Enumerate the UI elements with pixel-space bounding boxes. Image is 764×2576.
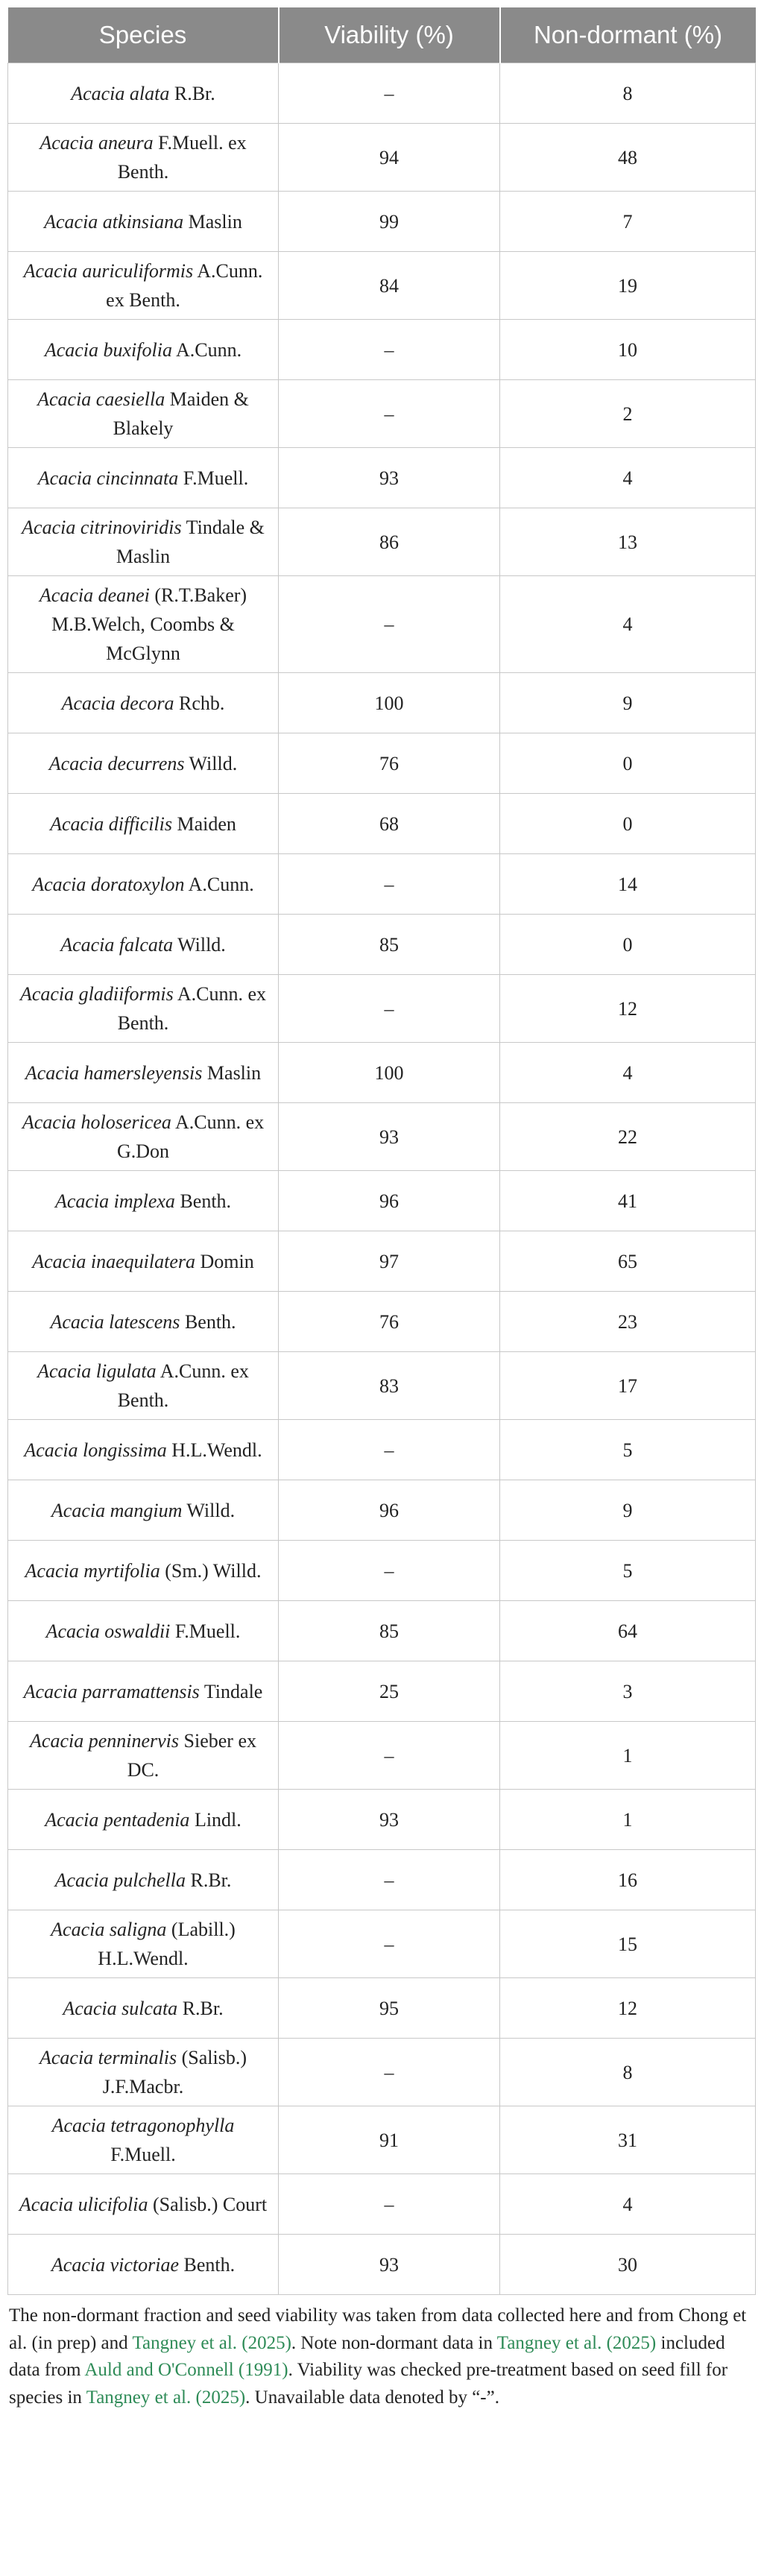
table-row <box>8 124 756 192</box>
non-dormant-cell: 22 <box>500 1103 756 1171</box>
non-dormant-cell: 8 <box>500 63 756 124</box>
non-dormant-cell: 13 <box>500 508 756 576</box>
viability-cell: – <box>279 1541 500 1601</box>
species-cell <box>8 448 279 508</box>
species-binomial: Acacia alata <box>71 82 170 104</box>
species-binomial: Acacia myrtifolia <box>25 1559 160 1582</box>
species-binomial: Acacia implexa <box>54 1190 175 1212</box>
species-binomial: Acacia doratoxylon <box>32 873 185 895</box>
viability-cell: 94 <box>279 124 500 192</box>
species-authority: F.Muell. <box>183 467 249 489</box>
species-binomial: Acacia auriculiformis <box>23 260 194 282</box>
species-binomial: Acacia citrinoviridis <box>22 517 182 538</box>
table-row <box>8 1910 756 1978</box>
viability-cell: 100 <box>279 1043 500 1103</box>
viability-cell: 86 <box>279 508 500 576</box>
non-dormant-cell: 2 <box>500 380 756 448</box>
species-binomial: Acacia aneura <box>40 132 154 154</box>
reference-link[interactable]: Auld and O'Connell (1991) <box>84 2360 288 2380</box>
viability-cell: – <box>279 854 500 915</box>
table-row <box>8 733 756 794</box>
non-dormant-cell: 12 <box>500 975 756 1043</box>
non-dormant-cell: 1 <box>500 1722 756 1790</box>
species-binomial: Acacia parramattensis <box>23 1680 200 1702</box>
viability-cell: – <box>279 2174 500 2235</box>
non-dormant-cell: 12 <box>500 1978 756 2039</box>
species-binomial: Acacia buxifolia <box>44 338 172 361</box>
table-row <box>8 508 756 576</box>
non-dormant-cell: 5 <box>500 1541 756 1601</box>
viability-cell: – <box>279 1420 500 1480</box>
header-species: Species <box>8 7 279 63</box>
species-cell <box>8 124 279 192</box>
species-cell <box>8 1292 279 1352</box>
species-authority: Benth. <box>184 1310 236 1333</box>
species-cell <box>8 1352 279 1420</box>
table-row <box>8 1103 756 1171</box>
species-authority: R.Br. <box>182 1997 224 2019</box>
table-row <box>8 1541 756 1601</box>
table-row <box>8 63 756 124</box>
species-cell <box>8 854 279 915</box>
species-authority: (Salisb.) Court <box>152 2193 268 2215</box>
non-dormant-cell: 4 <box>500 1043 756 1103</box>
species-binomial: Acacia hamersleyensis <box>25 1061 203 1084</box>
species-authority: F.Muell. <box>174 1620 241 1642</box>
species-authority: Sieber ex DC. <box>127 1730 256 1781</box>
viability-cell: 85 <box>279 915 500 975</box>
table-row <box>8 673 756 733</box>
species-authority: H.L.Wendl. <box>171 1439 262 1461</box>
species-binomial: Acacia difficilis <box>50 812 172 835</box>
species-authority: R.Br. <box>190 1869 232 1891</box>
table-row <box>8 1171 756 1231</box>
species-authority: Domin <box>200 1250 254 1272</box>
table-row <box>8 252 756 320</box>
viability-cell: – <box>279 320 500 380</box>
table-row <box>8 1790 756 1850</box>
non-dormant-cell: 41 <box>500 1171 756 1231</box>
species-cell <box>8 1601 279 1661</box>
table-row <box>8 1978 756 2039</box>
viability-cell: 85 <box>279 1601 500 1661</box>
viability-cell: 83 <box>279 1352 500 1420</box>
species-binomial: Acacia victoriae <box>51 2253 179 2276</box>
non-dormant-cell: 48 <box>500 124 756 192</box>
table-row <box>8 1420 756 1480</box>
footnote-text: . Unavailable data denoted by “-”. <box>245 2387 499 2408</box>
species-binomial: Acacia deanei <box>39 584 150 606</box>
viability-cell: – <box>279 576 500 673</box>
non-dormant-cell: 23 <box>500 1292 756 1352</box>
species-binomial: Acacia decora <box>61 692 174 714</box>
non-dormant-cell: 4 <box>500 576 756 673</box>
species-authority: A.Cunn. ex G.Don <box>116 1111 265 1162</box>
species-authority: (Salisb.) J.F.Macbr. <box>102 2047 247 2097</box>
non-dormant-cell: 19 <box>500 252 756 320</box>
species-authority: R.Br. <box>174 82 215 104</box>
species-cell <box>8 915 279 975</box>
species-cell <box>8 1722 279 1790</box>
species-authority: Willd. <box>177 933 226 956</box>
species-authority: A.Cunn. ex Benth. <box>117 983 267 1034</box>
table-row <box>8 1661 756 1722</box>
species-cell <box>8 380 279 448</box>
species-cell <box>8 2039 279 2106</box>
viability-cell: – <box>279 2039 500 2106</box>
viability-cell: 97 <box>279 1231 500 1292</box>
viability-cell: 96 <box>279 1171 500 1231</box>
viability-cell: 96 <box>279 1480 500 1541</box>
viability-cell: 99 <box>279 192 500 252</box>
table-row <box>8 192 756 252</box>
species-binomial: Acacia atkinsiana <box>44 210 184 233</box>
species-binomial: Acacia falcata <box>60 933 174 956</box>
viability-cell: 25 <box>279 1661 500 1722</box>
species-authority: Maslin <box>206 1061 262 1084</box>
species-binomial: Acacia penninervis <box>30 1730 180 1752</box>
non-dormant-cell: 3 <box>500 1661 756 1722</box>
species-cell <box>8 320 279 380</box>
table-row <box>8 1850 756 1910</box>
reference-link[interactable]: Tangney et al. (2025) <box>496 2332 657 2353</box>
species-authority: A.Cunn. <box>176 338 242 361</box>
reference-link[interactable]: Tangney et al. (2025) <box>132 2332 291 2353</box>
species-binomial: Acacia sulcata <box>63 1997 178 2019</box>
species-cell <box>8 508 279 576</box>
species-authority: Benth. <box>180 1190 232 1212</box>
header-viability: Viability (%) <box>279 7 500 63</box>
species-binomial: Acacia tetragonophylla <box>51 2115 235 2136</box>
table-header <box>8 7 756 63</box>
species-cell <box>8 733 279 794</box>
non-dormant-cell: 0 <box>500 915 756 975</box>
viability-cell: – <box>279 1850 500 1910</box>
non-dormant-cell: 64 <box>500 1601 756 1661</box>
table-page <box>7 7 755 2411</box>
species-cell <box>8 1231 279 1292</box>
species-authority: Tindale & Maslin <box>116 517 265 567</box>
species-binomial: Acacia longissima <box>24 1439 167 1461</box>
table-row <box>8 1601 756 1661</box>
viability-cell: – <box>279 63 500 124</box>
table-row <box>8 576 756 673</box>
species-cell <box>8 1850 279 1910</box>
table-row <box>8 1043 756 1103</box>
viability-cell: 91 <box>279 2106 500 2174</box>
species-authority: (Sm.) Willd. <box>165 1559 262 1582</box>
species-binomial: Acacia saligna <box>51 1919 167 1940</box>
species-authority: Benth. <box>183 2253 236 2276</box>
species-cell <box>8 192 279 252</box>
species-cell <box>8 1541 279 1601</box>
species-binomial: Acacia holosericea <box>22 1111 171 1133</box>
table-row <box>8 1722 756 1790</box>
species-binomial: Acacia latescens <box>50 1310 180 1333</box>
table-row <box>8 320 756 380</box>
species-authority: (Labill.) H.L.Wendl. <box>98 1919 236 1969</box>
species-binomial: Acacia decurrens <box>48 752 185 774</box>
table-row <box>8 975 756 1043</box>
species-cell <box>8 1480 279 1541</box>
table-row <box>8 2174 756 2235</box>
viability-cell: 68 <box>279 794 500 854</box>
header-non-dormant: Non-dormant (%) <box>500 7 756 63</box>
non-dormant-cell: 65 <box>500 1231 756 1292</box>
species-cell <box>8 1790 279 1850</box>
non-dormant-cell: 8 <box>500 2039 756 2106</box>
table-footnote <box>7 2302 755 2411</box>
species-binomial: Acacia gladiiformis <box>19 983 174 1005</box>
species-cell <box>8 2106 279 2174</box>
viability-cell: 93 <box>279 1103 500 1171</box>
viability-cell: 76 <box>279 1292 500 1352</box>
table-row <box>8 794 756 854</box>
species-cell <box>8 1103 279 1171</box>
table-row <box>8 1231 756 1292</box>
footnote-text: . Viability was checked pre-treatment based on seed fill for species in <box>9 2360 728 2408</box>
non-dormant-cell: 5 <box>500 1420 756 1480</box>
species-cell <box>8 1420 279 1480</box>
species-cell <box>8 1171 279 1231</box>
viability-cell: 76 <box>279 733 500 794</box>
species-cell <box>8 63 279 124</box>
species-authority: F.Muell. ex Benth. <box>117 132 247 183</box>
species-binomial: Acacia ulicifolia <box>19 2193 148 2215</box>
non-dormant-cell: 14 <box>500 854 756 915</box>
non-dormant-cell: 7 <box>500 192 756 252</box>
table-row <box>8 1352 756 1420</box>
species-binomial: Acacia oswaldii <box>45 1620 171 1642</box>
viability-cell: 95 <box>279 1978 500 2039</box>
footnote-text: . Note non-dormant data in <box>291 2332 497 2353</box>
table-row <box>8 1292 756 1352</box>
species-authority: Maiden & Blakely <box>113 388 249 439</box>
table-row <box>8 2235 756 2295</box>
species-authority: Willd. <box>186 1499 236 1521</box>
viability-cell: – <box>279 1910 500 1978</box>
species-cell <box>8 794 279 854</box>
species-authority: Rchb. <box>179 692 225 714</box>
non-dormant-cell: 0 <box>500 794 756 854</box>
species-authority: Willd. <box>189 752 238 774</box>
table-row <box>8 380 756 448</box>
species-binomial: Acacia pulchella <box>54 1869 186 1891</box>
viability-cell: 93 <box>279 1790 500 1850</box>
non-dormant-cell: 31 <box>500 2106 756 2174</box>
species-binomial: Acacia mangium <box>51 1499 183 1521</box>
species-cell <box>8 1978 279 2039</box>
viability-cell: – <box>279 1722 500 1790</box>
species-authority: A.Cunn. ex Benth. <box>117 1360 249 1411</box>
non-dormant-cell: 10 <box>500 320 756 380</box>
species-authority: A.Cunn. ex Benth. <box>106 260 263 311</box>
species-binomial: Acacia cincinnata <box>37 467 179 489</box>
species-cell <box>8 975 279 1043</box>
species-binomial: Acacia terminalis <box>39 2047 177 2068</box>
species-authority: Maslin <box>188 210 242 233</box>
table-row <box>8 854 756 915</box>
species-binomial: Acacia inaequilatera <box>32 1250 196 1272</box>
table-row <box>8 2039 756 2106</box>
viability-cell: 93 <box>279 2235 500 2295</box>
table-row <box>8 915 756 975</box>
footnote-text: The non-dormant fraction and seed viability was taken from data collected here and from Chong et al. (in prep) and <box>9 2305 747 2353</box>
table-row <box>8 448 756 508</box>
table-row <box>8 2106 756 2174</box>
non-dormant-cell: 9 <box>500 673 756 733</box>
non-dormant-cell: 15 <box>500 1910 756 1978</box>
non-dormant-cell: 17 <box>500 1352 756 1420</box>
species-cell <box>8 2235 279 2295</box>
species-authority: Maiden <box>177 812 236 835</box>
table-body <box>8 63 756 2295</box>
species-cell <box>8 2174 279 2235</box>
species-authority: (R.T.Baker) M.B.Welch, Coombs & McGlynn <box>51 584 247 664</box>
viability-cell: 84 <box>279 252 500 320</box>
non-dormant-cell: 0 <box>500 733 756 794</box>
species-cell <box>8 252 279 320</box>
species-cell <box>8 673 279 733</box>
non-dormant-cell: 30 <box>500 2235 756 2295</box>
species-table <box>7 7 756 2295</box>
species-cell <box>8 1661 279 1722</box>
species-authority: A.Cunn. <box>188 873 254 895</box>
viability-cell: 100 <box>279 673 500 733</box>
species-cell <box>8 1910 279 1978</box>
non-dormant-cell: 9 <box>500 1480 756 1541</box>
species-binomial: Acacia pentadenia <box>45 1808 190 1831</box>
header-row <box>8 7 756 63</box>
table-row <box>8 1480 756 1541</box>
species-authority: Tindale <box>203 1680 263 1702</box>
species-authority: Lindl. <box>194 1808 241 1831</box>
non-dormant-cell: 16 <box>500 1850 756 1910</box>
non-dormant-cell: 1 <box>500 1790 756 1850</box>
species-cell <box>8 576 279 673</box>
footnote-text: included data from <box>9 2332 725 2380</box>
viability-cell: – <box>279 975 500 1043</box>
viability-cell: – <box>279 380 500 448</box>
non-dormant-cell: 4 <box>500 448 756 508</box>
species-cell <box>8 1043 279 1103</box>
species-authority: F.Muell. <box>110 2144 176 2165</box>
species-binomial: Acacia caesiella <box>37 388 165 410</box>
reference-link[interactable]: Tangney et al. (2025) <box>86 2387 246 2408</box>
species-binomial: Acacia ligulata <box>37 1360 157 1382</box>
non-dormant-cell: 4 <box>500 2174 756 2235</box>
viability-cell: 93 <box>279 448 500 508</box>
